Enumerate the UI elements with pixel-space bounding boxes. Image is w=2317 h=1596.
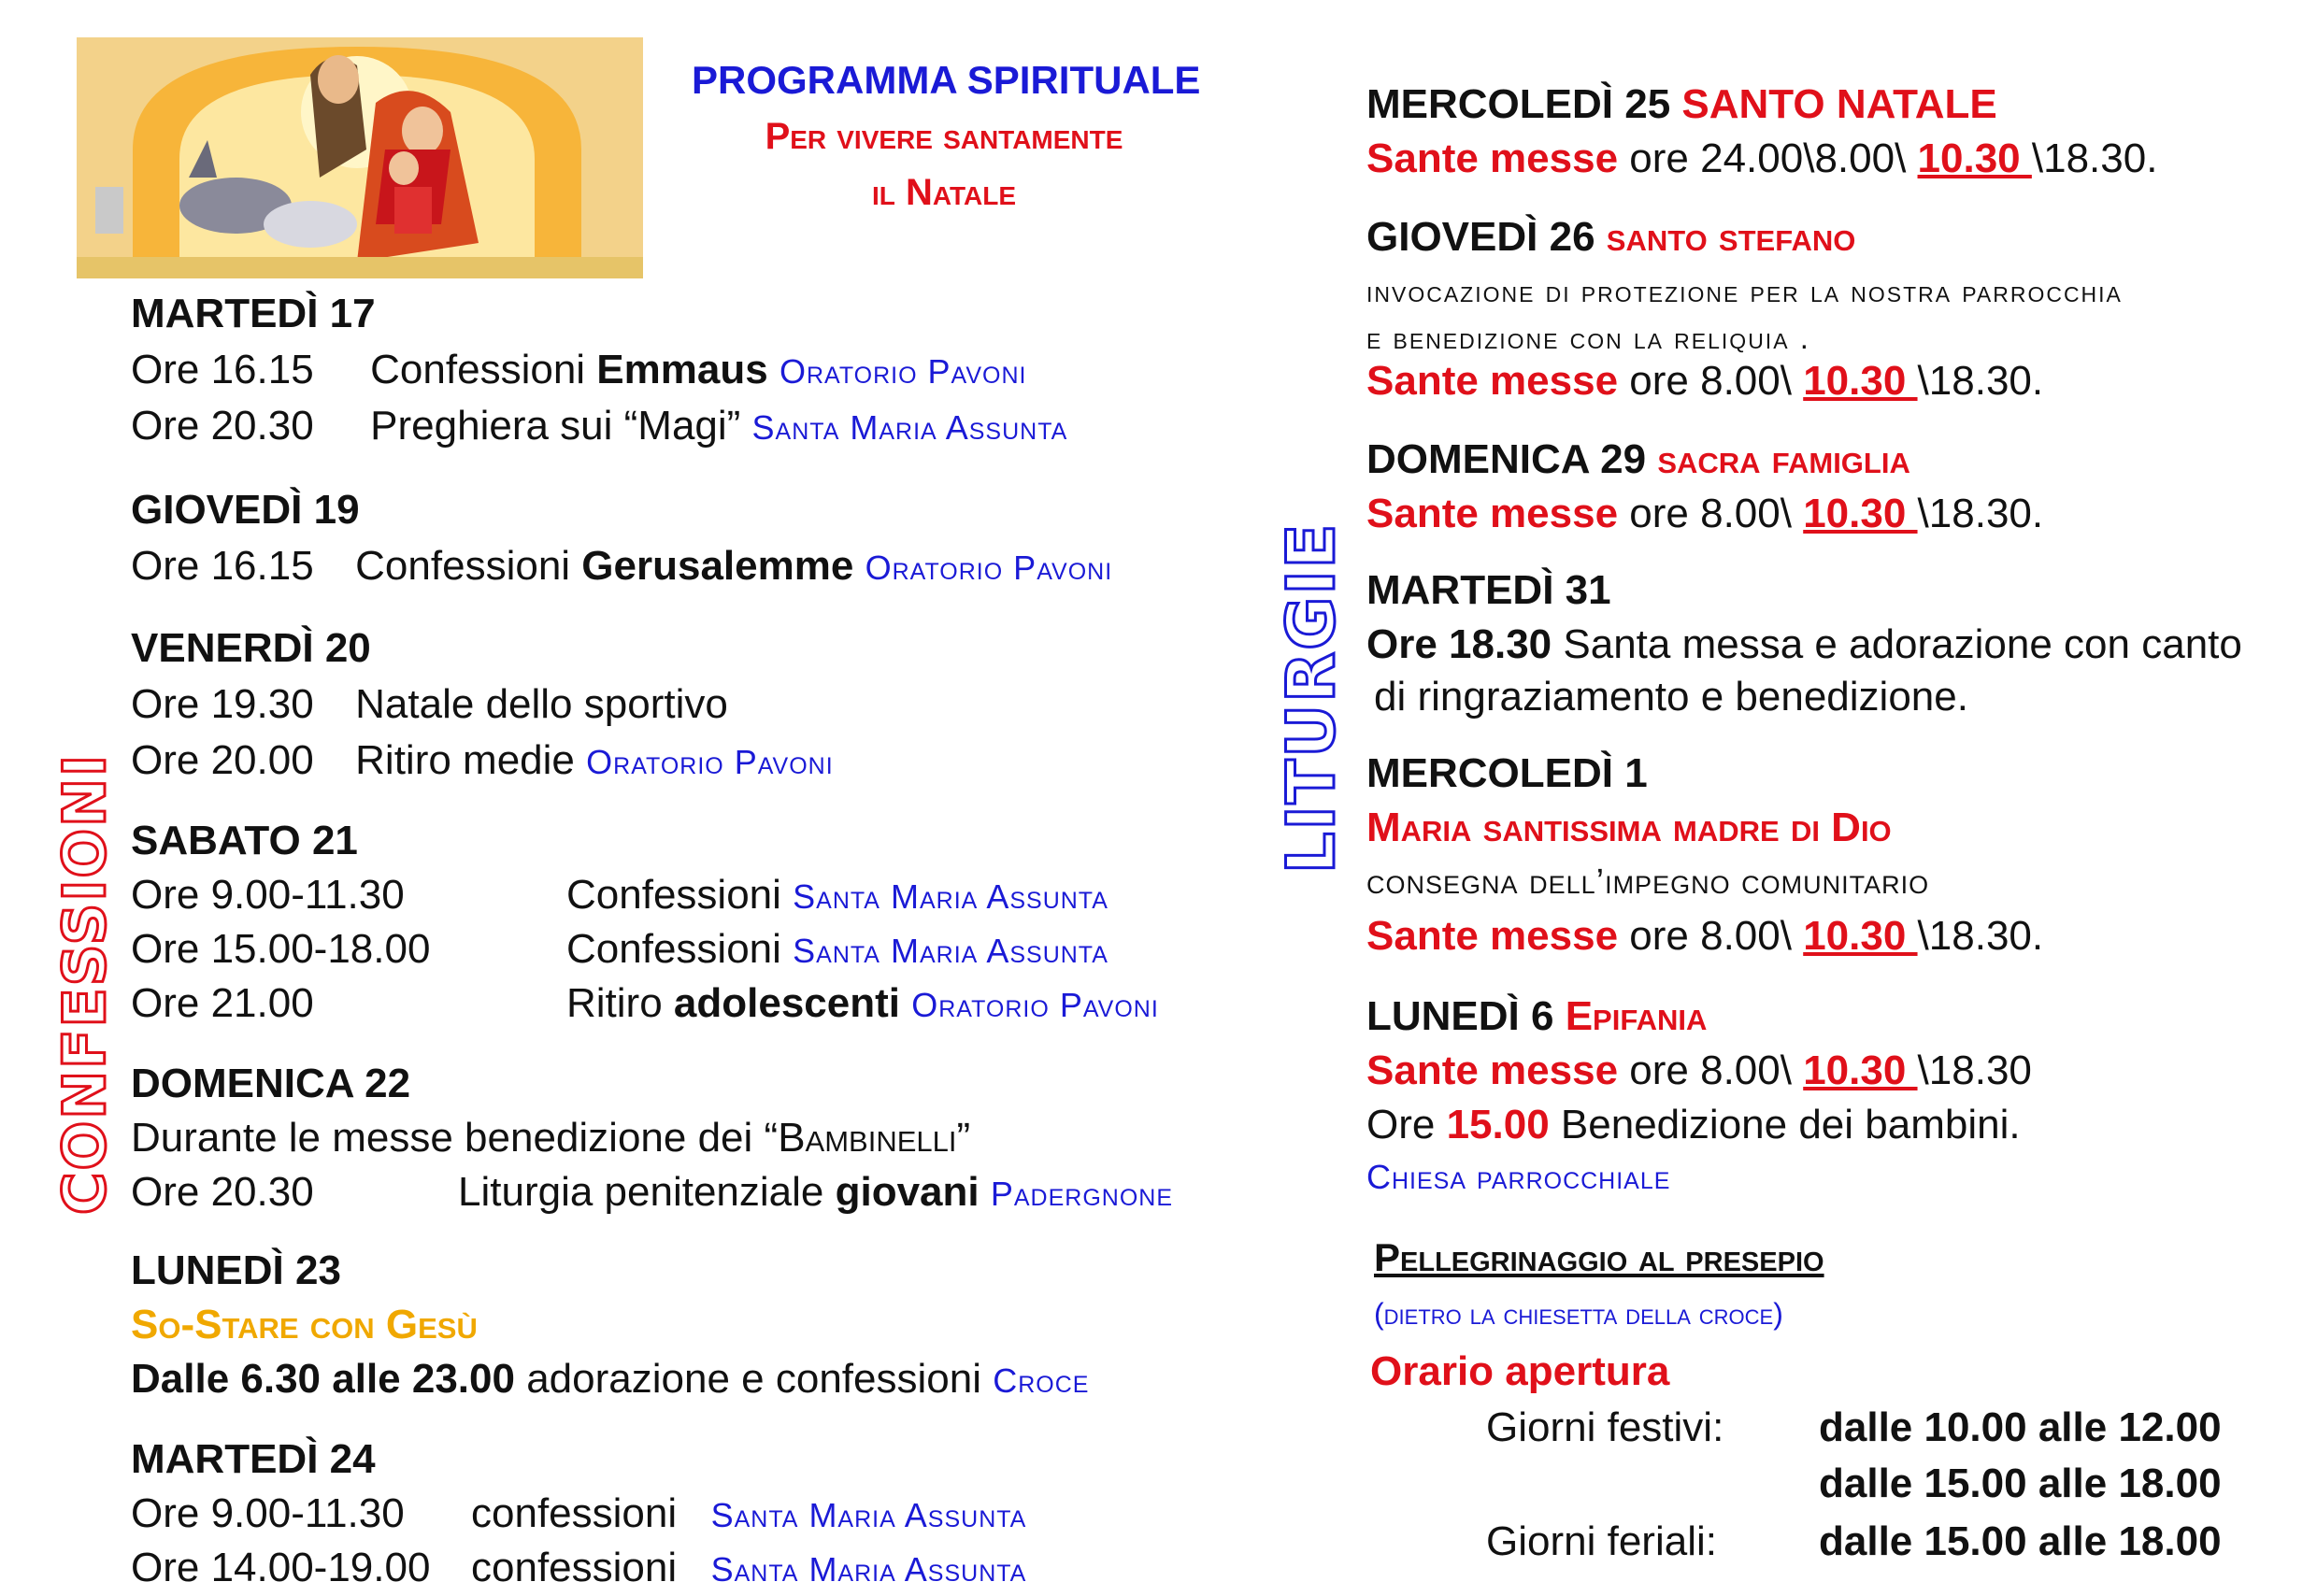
activity: Durante le messe benedizione dei “ [131,1115,779,1161]
pilgrimage-location: (dietro la chiesetta della croce) [1374,1297,1783,1331]
location: Oratorio Pavoni [779,352,1027,391]
confessioni-vertical-label: CONFESSIONI [50,752,119,1215]
day-mercoledi-25 [1366,78,1997,131]
giovedi-26-note-1: invocazione di protezione per la nostra parrocchia [1366,274,2123,308]
feast: Epifania [1565,993,1708,1039]
day-sabato-21: SABATO 21 [131,818,358,863]
masses-label: Sante messe [1366,1047,1619,1093]
quote-end: ” [956,1115,971,1161]
masses-label: Sante messe [1366,913,1619,959]
festivi-hours-2: dalle 15.00 alle 18.00 [1819,1461,2222,1506]
masses-times-end: \18.30. [1917,491,2044,536]
day-label: MERCOLEDÌ 25 [1366,81,1682,127]
feast: sacra famiglia [1657,436,1910,482]
sabato-21-line-3-activity [566,977,1159,1032]
festivi-label: Giorni festivi: [1486,1404,1724,1450]
time: Ore 21.00 [131,980,314,1026]
lunedi-6-location: Chiesa parrocchiale [1366,1158,1671,1196]
martedi-17-line-2 [131,400,1067,454]
sabato-21-line-1 [131,869,405,921]
nativity-image [77,37,643,278]
activity-smallcaps: Bambinelli [778,1115,957,1161]
location: Santa Maria Assunta [751,408,1068,447]
day-giovedi-19: GIOVEDÌ 19 [131,487,360,533]
activity: Confessioni [566,872,781,918]
day-mercoledi-1: MERCOLEDÌ 1 [1366,750,1648,796]
activity: Ritiro medie [355,737,575,783]
activity: Benedizione dei bambini. [1549,1102,2021,1147]
activity: adorazione e confessioni [514,1356,994,1402]
martedi-24-line-1 [131,1488,405,1540]
time: Ore 16.15 [131,543,314,589]
time-bold: Ore 18.30 [1366,621,1552,667]
domenica-22-line-2-activity [458,1166,1173,1220]
day-martedi-31: MARTEDÌ 31 [1366,567,1611,613]
martedi-24-line-1-activity [471,1488,1026,1542]
pilgrimage-title: Pellegrinaggio al presepio [1374,1235,1824,1279]
program-subtitle-2: il Natale [871,172,1017,213]
sabato-21-line-1-activity [566,869,1108,923]
location: Oratorio Pavoni [911,986,1159,1024]
day-martedi-17: MARTEDÌ 17 [131,291,376,336]
day-label: GIOVEDÌ 26 [1366,214,1607,260]
day-domenica-22: DOMENICA 22 [131,1061,411,1106]
lunedi-6-line-2 [1366,1099,2021,1151]
masses-times-end: \18.30. [2031,135,2158,181]
martedi-17-line-1 [131,344,1027,398]
activity: Natale dello sportivo [355,681,728,727]
masses-times-end: \18.30 [1917,1047,2032,1093]
activity: Confessioni [355,543,582,589]
activity: Confessioni [566,926,781,972]
time: Ore 9.00-11.30 [131,872,405,918]
martedi-24-line-2-activity [471,1542,1026,1596]
day-lunedi-23: LUNEDÌ 23 [131,1247,341,1293]
masses-label: Sante messe [1366,358,1619,404]
liturgie-vertical-label: LITURGIE [1273,521,1350,874]
activity: Liturgia penitenziale [458,1169,836,1215]
lunedi-23-line-1 [131,1353,1089,1407]
activity: Preghiera sui “Magi” [370,403,741,449]
giovedi-26-masses [1366,355,2043,407]
venerdi-20-line-1 [131,678,728,731]
martedi-24-line-2 [131,1542,430,1594]
martedi-31-line-2: di ringraziamento e benedizione. [1374,674,1968,720]
day-domenica-29 [1366,434,1910,486]
activity: Santa messa e adorazione con canto [1552,621,2242,667]
mercoledi-1-note: consegna dell’impegno comunitario [1366,862,1930,902]
day-lunedi-6 [1366,990,1707,1043]
activity-bold: giovani [835,1169,980,1215]
activity: Ritiro [566,980,674,1026]
location: Oratorio Pavoni [586,743,834,781]
time-bold: Dalle 6.30 alle 23.00 [131,1356,515,1402]
mercoledi-1-masses [1366,910,2043,962]
sabato-21-line-3 [131,977,314,1030]
masses-main-time: 10.30 [1803,1047,1918,1093]
location: Oratorio Pavoni [865,549,1113,587]
masses-times-end: \18.30. [1917,358,2044,404]
feriali-label: Giorni feriali: [1486,1518,1717,1564]
activity: confessioni [471,1490,678,1536]
time-red: 15.00 [1446,1102,1550,1147]
masses-times: ore 8.00\ [1618,1047,1804,1093]
masses-main-time: 10.30 [1803,913,1918,959]
time: Ore 19.30 [131,681,314,727]
day-label: LUNEDÌ 6 [1366,993,1566,1039]
sabato-21-line-2-activity [566,923,1108,977]
time: Ore 15.00-18.00 [131,926,431,972]
masses-times: ore 8.00\ [1618,913,1804,959]
text: Ore [1366,1102,1447,1147]
masses-times: ore 24.00\8.00\ [1618,135,1918,181]
festivi-hours-1: dalle 10.00 alle 12.00 [1819,1404,2222,1450]
activity-bold: adolescenti [673,980,900,1026]
time: Ore 20.00 [131,737,314,783]
nativity-illustration [77,37,643,278]
pilgrimage-hours-title: Orario apertura [1370,1348,1670,1394]
activity-bold: Gerusalemme [581,543,854,589]
masses-times: ore 8.00\ [1618,491,1804,536]
lunedi-23-subtitle: So-Stare con Gesù [131,1302,478,1347]
domenica-22-line-1 [131,1112,970,1164]
mercoledi-25-masses [1366,133,2157,185]
lunedi-6-masses [1366,1045,2032,1097]
feriali-hours-1: dalle 15.00 alle 18.00 [1819,1518,2222,1564]
day-venerdi-20: VENERDÌ 20 [131,625,371,671]
time: Ore 16.15 [131,347,314,392]
day-label: DOMENICA 29 [1366,436,1658,482]
day-martedi-24: MARTEDÌ 24 [131,1436,376,1482]
location: Croce [993,1361,1090,1400]
feast: santo stefano [1606,214,1856,260]
masses-label: Sante messe [1366,135,1619,181]
time: Ore 20.30 [131,1169,314,1215]
day-giovedi-26 [1366,211,1855,264]
location: Santa Maria Assunta [793,877,1108,916]
activity-bold: Emmaus [596,347,768,392]
location: Santa Maria Assunta [710,1550,1027,1589]
time: Ore 14.00-19.00 [131,1545,431,1590]
giovedi-26-note-2: e benedizione con la reliquia . [1366,321,1810,355]
masses-label: Sante messe [1366,491,1619,536]
masses-main-time: 10.30 [1803,358,1918,404]
mercoledi-1-feast: Maria santissima madre di Dio [1366,805,1892,850]
location: Santa Maria Assunta [710,1496,1027,1534]
program-title: PROGRAMMA SPIRITUALE [692,58,1201,102]
time: Ore 20.30 [131,403,314,449]
masses-main-time: 10.30 [1803,491,1918,536]
location: Padergnone [990,1175,1174,1213]
martedi-31-line-1 [1366,619,2242,671]
program-subtitle-1: Per vivere santamente [765,116,1123,157]
location: Santa Maria Assunta [793,932,1108,970]
venerdi-20-line-2 [131,734,834,789]
feast: SANTO NATALE [1681,81,1997,127]
masses-main-time: 10.30 [1917,135,2032,181]
time: Ore 9.00-11.30 [131,1490,405,1536]
masses-times-end: \18.30. [1917,913,2044,959]
activity: Confessioni [370,347,597,392]
activity: confessioni [471,1545,678,1590]
domenica-29-masses [1366,488,2043,540]
sabato-21-line-2 [131,923,430,976]
masses-times: ore 8.00\ [1618,358,1804,404]
domenica-22-line-2 [131,1166,314,1218]
giovedi-19-line-1 [131,540,1112,594]
